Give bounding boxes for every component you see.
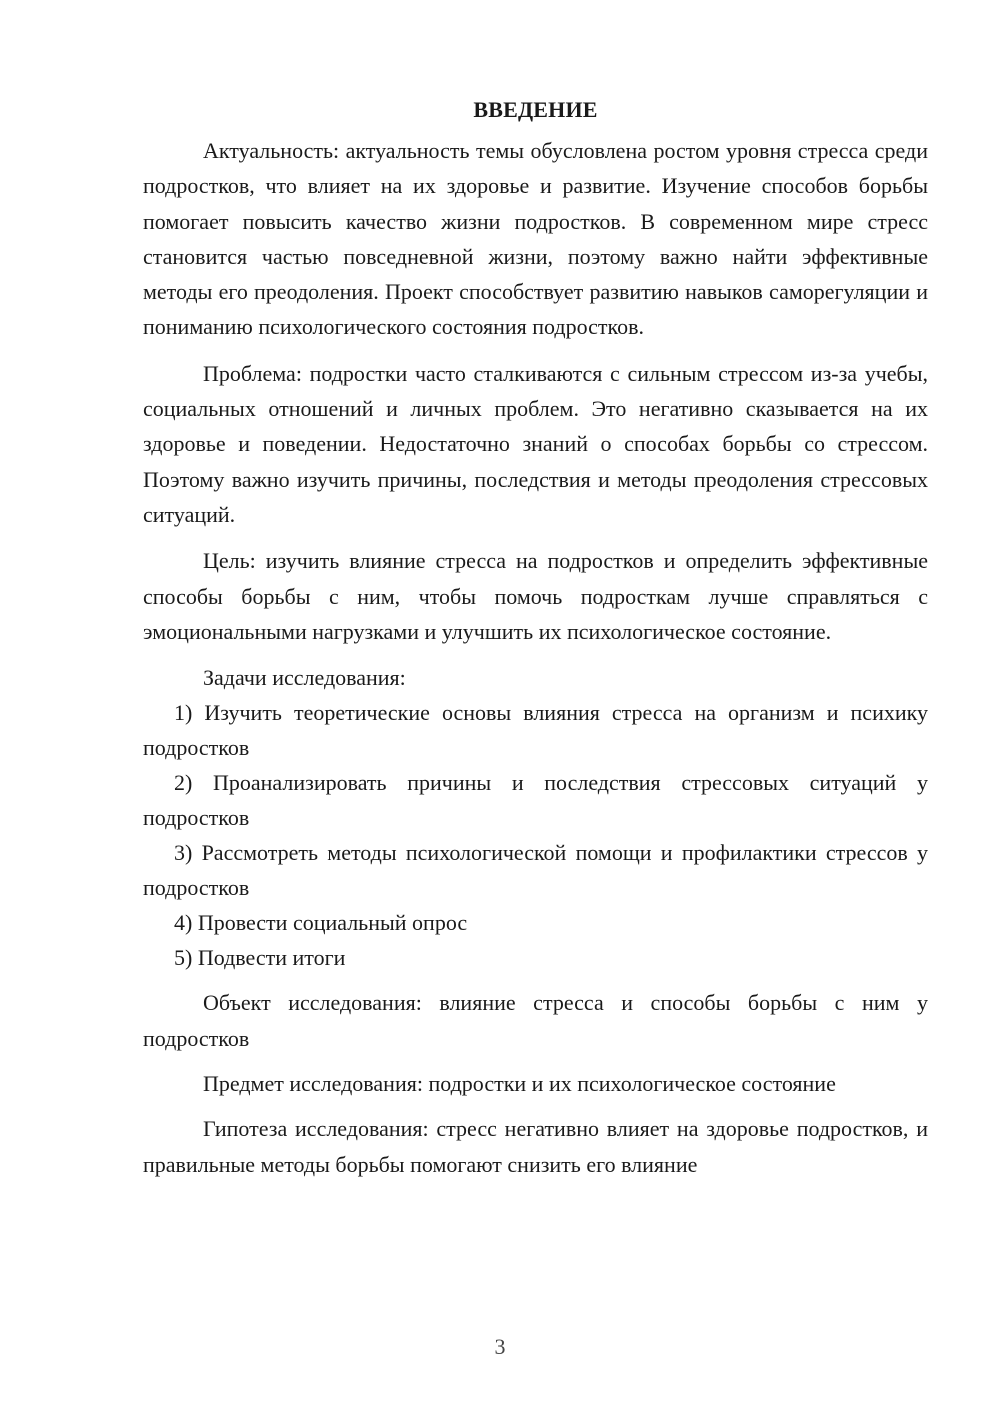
task-item: 5) Подвести итоги xyxy=(174,945,346,971)
hypothesis-paragraph: Гипотеза исследования: стресс негативно влияет на здоровье подростков, и правильные методы борьбы помогают снизить его влияние xyxy=(143,1116,928,1177)
task-item: 1) Изучить теоретические основы влияния стресса на организм и психику подростков xyxy=(143,700,928,761)
relevance-paragraph: Актуальность: актуальность темы обусловлена ростом уровня стресса среди подростков, что влияет на их здоровье и развитие. Изучение способов борьбы помогает повысить качество жизни подростков. В современном мире стресс становится частью повседневной жизни, поэтому важно найти эффективные методы его преодоления. Проект способствует развитию навыков саморегуляции и пониманию психологического состояния подростков. xyxy=(143,138,928,340)
object-paragraph: Объект исследования: влияние стресса и способы борьбы с ним у подростков xyxy=(143,990,928,1051)
task-item: 2) Проанализировать причины и последствия стрессовых ситуаций у подростков xyxy=(143,770,928,831)
task-item: 4) Провести социальный опрос xyxy=(174,910,468,936)
subject-paragraph: Предмет исследования: подростки и их психологическое состояние xyxy=(203,1071,836,1097)
tasks-list xyxy=(143,695,928,975)
goal-paragraph: Цель: изучить влияние стресса на подростков и определить эффективные способы борьбы с ним, чтобы помочь подросткам лучше справляться с эмоциональными нагрузками и улучшить их психологическое состояние. xyxy=(143,548,928,644)
task-item: 3) Рассмотреть методы психологической помощи и профилактики стрессов у подростков xyxy=(143,840,928,901)
section-title: ВВЕДЕНИЕ xyxy=(473,97,598,122)
page-number: 3 xyxy=(494,1334,506,1359)
page-content xyxy=(143,92,928,1182)
problem-paragraph: Проблема: подростки часто сталкиваются с сильным стрессом из-за учебы, социальных отношений и личных проблем. Это негативно сказывается на их здоровье и поведении. Недостаточно знаний о способах борьбы со стрессом. Поэтому важно изучить причины, последствия и методы преодоления стрессовых ситуаций. xyxy=(143,360,928,527)
tasks-heading: Задачи исследования: xyxy=(203,665,406,691)
